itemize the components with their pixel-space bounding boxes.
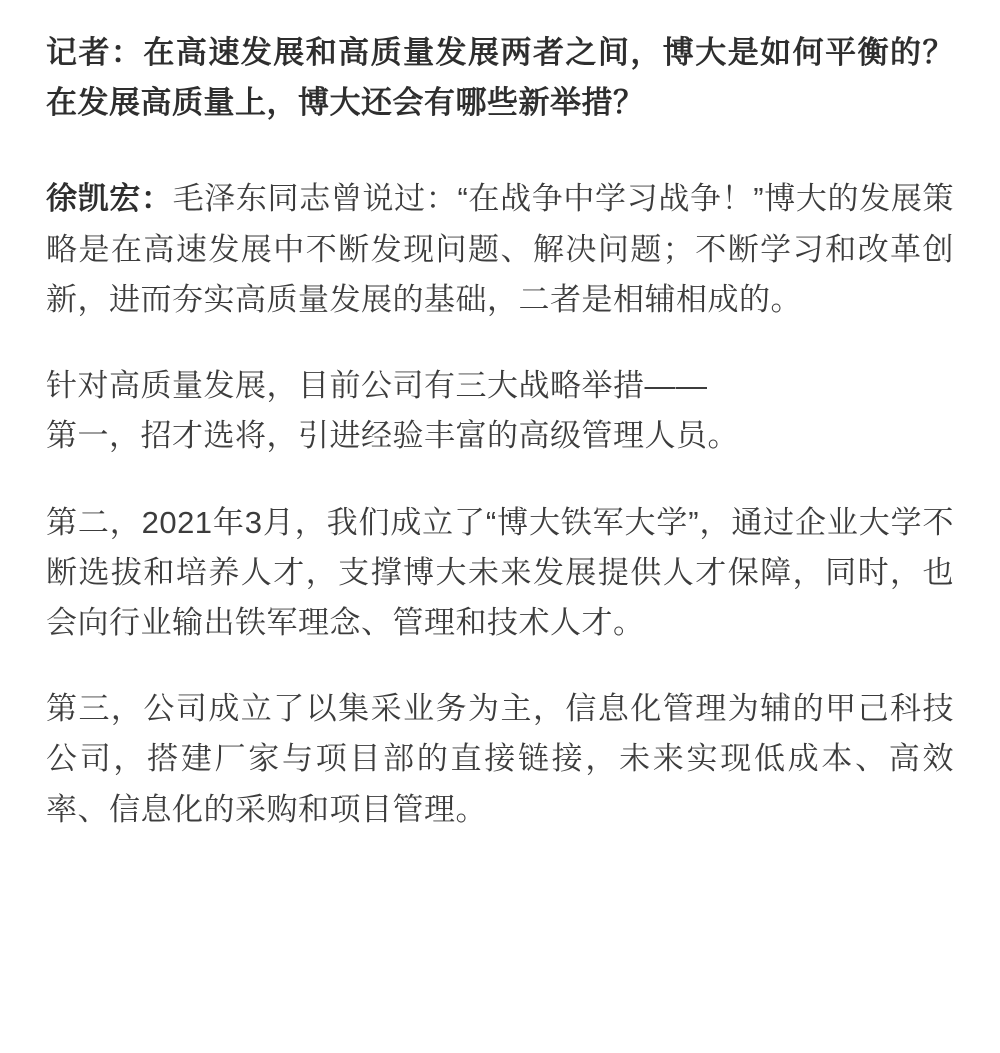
strategy-item-2 <box>46 498 954 649</box>
strategy-item-2-text: 第二，2021年3月，我们成立了“博大铁军大学”，通过企业大学不断选拔和培养人才，支撑博大未来发展提供人才保障，同时，也会向行业输出铁军理念、管理和技术人才。 <box>46 504 954 640</box>
answer-text: 毛泽东同志曾说过：“在战争中学习战争！”博大的发展策略是在高速发展中不断发现问题、解决问题；不断学习和改革创新，进而夯实高质量发展的基础，二者是相辅相成的。 <box>46 181 954 317</box>
speaker-name: 徐凯宏 <box>46 181 141 217</box>
interview-answer-1 <box>46 174 954 325</box>
speaker-separator: ： <box>140 181 173 217</box>
strategy-item-1: 第一，招才选将，引进经验丰富的高级管理人员。 <box>46 418 739 454</box>
interview-question <box>46 28 954 128</box>
strategy-intro-line: 针对高质量发展，目前公司有三大战略举措—— <box>46 368 708 404</box>
strategy-intro <box>46 361 954 461</box>
strategy-item-3-text: 第三，公司成立了以集采业务为主，信息化管理为辅的甲己科技公司，搭建厂家与项目部的直接链接，未来实现低成本、高效率、信息化的采购和项目管理。 <box>46 691 954 827</box>
question-text: 记者：在高速发展和高质量发展两者之间，博大是如何平衡的？在发展高质量上，博大还会有哪些新举措？ <box>46 35 954 121</box>
strategy-item-3 <box>46 684 954 835</box>
